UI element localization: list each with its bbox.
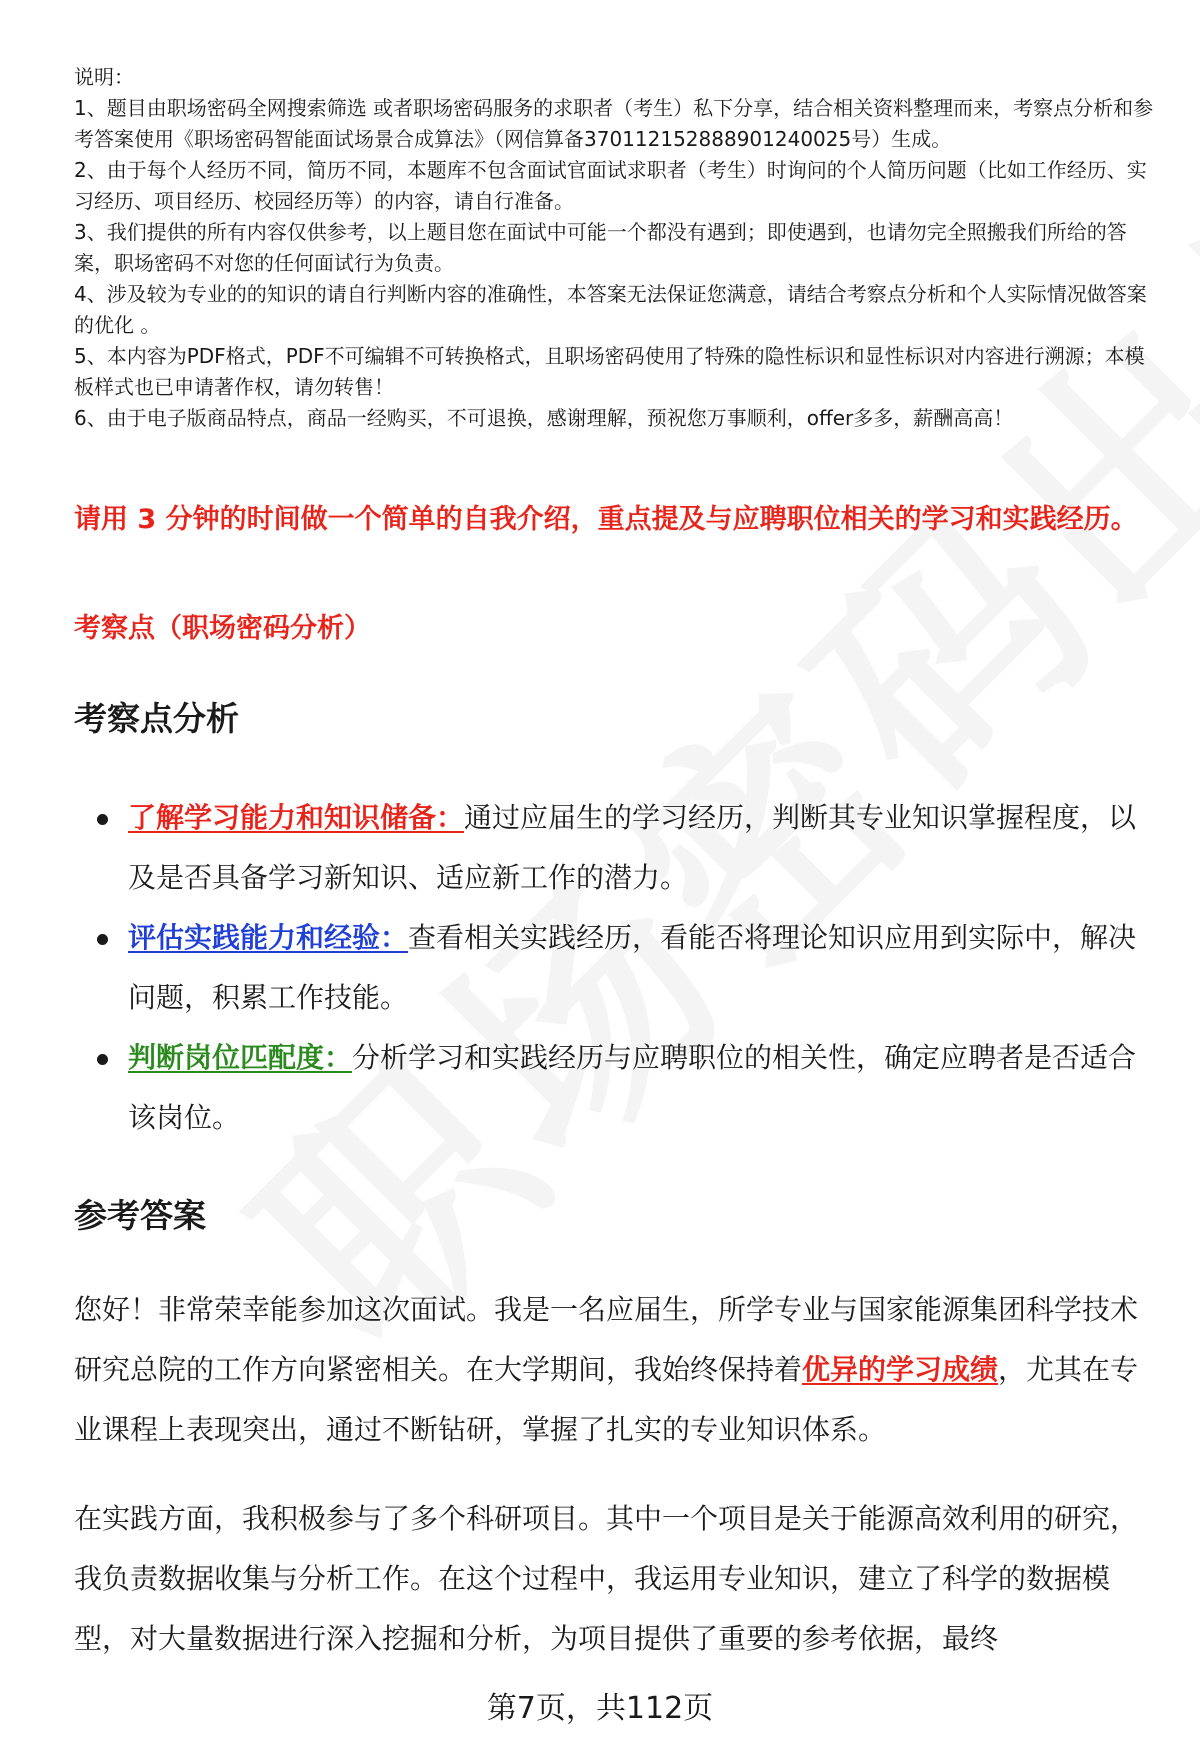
answer-text: 您好！非常荣幸能参加这次面试。我是一名应届生，所学专业与国家能源集团科学技术研究总院的工作方向紧密相关。在大学期间，我始终保持着 <box>74 1293 1139 1386</box>
analysis-bullet <box>74 908 1164 1028</box>
bullet-text: 查看相关实践经历，看能否将理论知识应用到实际中，解决问题，积累工作技能。 <box>128 921 1137 1014</box>
note-item: 5、本内容为PDF格式，PDF不可编辑不可转换格式，且职场密码使用了特殊的隐性标识和显性标识对内容进行溯源；本模板样式也已申请著作权，请勿转售！ <box>74 344 1145 399</box>
note-item: 6、由于电子版商品特点，商品一经购买，不可退换，感谢理解，预祝您万事顺利，offer多多，薪酬高高！ <box>74 406 1014 430</box>
analysis-bullet-list <box>74 788 1164 1148</box>
bullet-keyword: 了解学习能力和知识储备： <box>128 801 465 834</box>
page-number: 第7页，共112页 <box>486 1691 714 1726</box>
notes-heading: 说明： <box>74 65 134 89</box>
bullet-keyword: 判断岗位匹配度： <box>128 1041 353 1074</box>
note-item: 2、由于每个人经历不同，简历不同，本题库不包含面试官面试求职者（考生）时询问的个人简历问题（比如工作经历、实习经历、项目经历、校园经历等）的内容，请自行准备。 <box>74 158 1147 213</box>
answer-text: ，尤其在专业课程上表现突出，通过不断钻研，掌握了扎实的专业知识体系。 <box>74 1353 1139 1446</box>
answer-paragraph: 在实践方面，我积极参与了多个科研项目。其中一个项目是关于能源高效利用的研究，我负责数据收集与分析工作。在这个过程中，我运用专业知识，建立了科学的数据模型，对大量数据进行深入挖掘和分析，为项目提供了重要的参考依据，最终 <box>74 1502 1139 1655</box>
bullet-text: 分析学习和实践经历与应聘职位的相关性，确定应聘者是否适合该岗位。 <box>128 1041 1137 1134</box>
bullet-text: 通过应届生的学习经历，判断其专业知识掌握程度，以及是否具备学习新知识、适应新工作的潜力。 <box>128 801 1137 894</box>
bullet-dot-icon <box>97 1054 108 1065</box>
question-text: 请用 3 分钟的时间做一个简单的自我介绍，重点提及与应聘职位相关的学习和实践经历。 <box>74 504 1138 535</box>
notes-block <box>74 62 1164 434</box>
answer-paragraph <box>74 1280 1164 1460</box>
bullet-dot-icon <box>97 934 108 945</box>
analysis-label: 考察点（职场密码分析） <box>74 613 371 644</box>
analysis-bullet <box>74 1028 1164 1148</box>
bullet-dot-icon <box>97 814 108 825</box>
note-item: 3、我们提供的所有内容仅供参考，以上题目您在面试中可能一个都没有遇到；即使遇到，也请勿完全照搬我们所给的答案，职场密码不对您的任何面试行为负责。 <box>74 220 1127 275</box>
note-item: 1、题目由职场密码全网搜索筛选 或者职场密码服务的求职者（考生）私下分享，结合相关资料整理而来，考察点分析和参考答案使用《职场密码智能面试场景合成算法》（网信算备370112152888901240025号）生成。 <box>74 96 1154 151</box>
answer-heading: 参考答案 <box>74 1196 206 1235</box>
bullet-keyword: 评估实践能力和经验： <box>128 921 409 954</box>
note-item: 4、涉及较为专业的的知识的请自行判断内容的准确性，本答案无法保证您满意，请结合考察点分析和个人实际情况做答案的优化 。 <box>74 282 1147 337</box>
answer-highlight: 优异的学习成绩 <box>802 1353 999 1386</box>
analysis-heading: 考察点分析 <box>74 699 239 738</box>
analysis-bullet <box>74 788 1164 908</box>
